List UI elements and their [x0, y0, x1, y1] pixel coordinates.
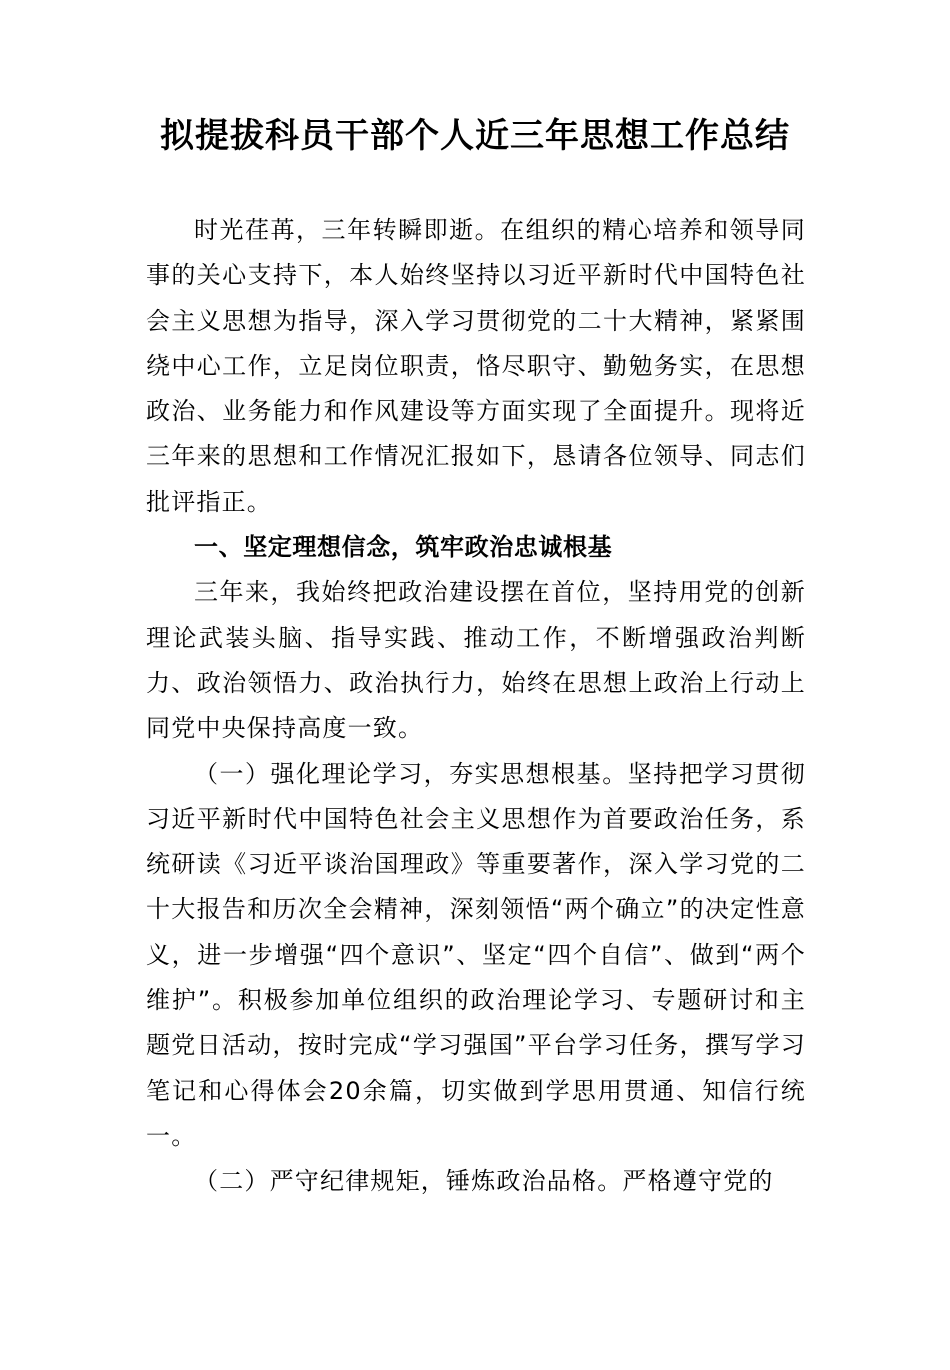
subsection-1-paragraph — [146, 752, 806, 1160]
section-1-heading: 一、坚定理想信念，筑牢政治忠诚根基 — [194, 533, 613, 562]
section-1-paragraph: 三年来，我始终把政治建设摆在首位，坚持用党的创新理论武装头脑、指导实践、推动工作，不断增强政治判断力、政治领悟力、政治执行力，始终在思想上政治上行动上同党中央保持高度一致。 — [146, 578, 806, 743]
document-body — [146, 208, 806, 1370]
intro-paragraph: 时光荏苒，三年转瞬即逝。在组织的精心培养和领导同事的关心支持下，本人始终坚持以习近平新时代中国特色社会主义思想为指导，深入学习贯彻党的二十大精神，紧紧围绕中心工作，立足岗位职责，恪尽职守、勤勉务实，在思想政治、业务能力和作风建设等方面实现了全面提升。现将近三年来的思想和工作情况汇报如下，恳请各位领导、同志们批评指正。 — [146, 216, 806, 516]
subsection-2-text: 严格遵守党的 — [622, 1167, 774, 1196]
subsection-2-paragraph — [146, 1159, 806, 1204]
subsection-1-text: 坚持把学习贯彻习近平新时代中国特色社会主义思想作为首要政治任务，系统研读《习近平谈治国理政》等重要著作，深入学习党的二十大报告和历次全会精神，深刻领悟“两个确立”的决定性意义，进一步增强“四个意识”、坚定“四个自信”、做到“两个维护”。积极参加单位组织的政治理论学习、专题研讨和主题党日活动，按时完成“学习强国”平台学习任务，撰写学习笔记和心得体会20余篇，切实做到学思用贯通、知信行统一。 — [146, 759, 806, 1150]
document-title: 拟提拔科员干部个人近三年思想工作总结 — [160, 116, 790, 156]
subsection-1-lead: （一）强化理论学习，夯实思想根基。 — [194, 759, 628, 788]
subsection-2-lead: （二）严守纪律规矩，锤炼政治品格。 — [194, 1167, 623, 1196]
